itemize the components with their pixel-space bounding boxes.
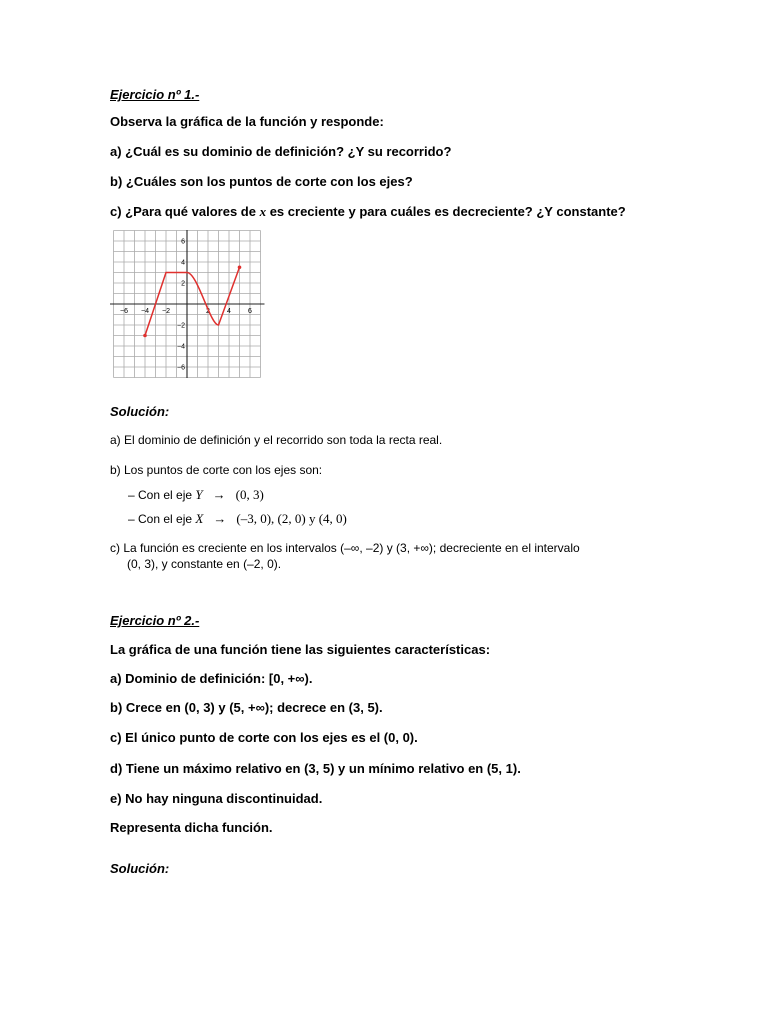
x-axis-letter: X (195, 511, 204, 526)
exercise-2-item-b: b) Crece en (0, 3) y (5, +∞); decrece en (3, 5). (110, 700, 383, 715)
exercise-2-item-c: c) El único punto de corte con los ejes es el (0, 0). (110, 730, 418, 745)
exercise-2-title: Ejercicio nº 2.- (110, 613, 200, 628)
solution-b-y-axis (128, 488, 264, 501)
exercise-1-prompt: Observa la gráfica de la función y responde: (110, 114, 384, 129)
exercise-1-question-c (110, 205, 626, 218)
y-tick-label: −4 (177, 343, 185, 351)
y-tick-label: 4 (181, 259, 185, 267)
y-tick-label: 2 (181, 280, 185, 288)
x-tick-label: 2 (206, 308, 210, 315)
solution-c-line-1: c) La función es creciente en los intervalos (–∞, –2) y (3, +∞); decreciente en el intervalo (110, 541, 580, 555)
solution-b: b) Los puntos de corte con los ejes son: (110, 463, 323, 477)
solution-a: a) El dominio de definición y el recorrido son toda la recta real. (110, 433, 443, 447)
exercise-1-question-b: b) ¿Cuáles son los puntos de corte con los ejes? (110, 174, 413, 189)
x-tick-label: 6 (248, 308, 252, 315)
exercise-2-item-e: e) No hay ninguna discontinuidad. (110, 791, 323, 806)
y-tick-label: −2 (177, 322, 185, 330)
exercise-1-title: Ejercicio nº 1.- (110, 87, 200, 102)
exercise-2-prompt: La gráfica de una función tiene las siguientes características: (110, 642, 491, 657)
arrow-icon: → (213, 511, 227, 526)
question-c-variable: x (259, 204, 267, 219)
arrow-icon: → (212, 487, 226, 502)
question-c-prefix: c) ¿Para qué valores de (110, 204, 260, 219)
graph-curve (143, 265, 241, 337)
graph-axes (110, 230, 265, 378)
exercise-2-item-a: a) Dominio de definición: [0, +∞). (110, 671, 313, 686)
curve-end-point (238, 265, 242, 269)
y-axis-intercept: (0, 3) (235, 487, 264, 502)
function-graph (110, 230, 265, 378)
curve-start-point (143, 334, 147, 338)
solution-b-x-axis (128, 512, 347, 525)
x-tick-label: −2 (162, 308, 170, 315)
exercise-2-solution-title: Solución: (110, 861, 170, 876)
x-axis-intercepts: (–3, 0), (2, 0) y (4, 0) (236, 511, 347, 526)
question-c-suffix: es creciente y para cuáles es decreciente? ¿Y constante? (269, 204, 626, 219)
exercise-1-solution-title: Solución: (110, 404, 170, 419)
x-tick-label: −4 (141, 308, 149, 315)
x-tick-label: 4 (227, 308, 231, 315)
x-tick-label: −6 (120, 308, 128, 315)
solution-c-line-2: (0, 3), y constante en (–2, 0). (127, 557, 282, 571)
exercise-2-item-d: d) Tiene un máximo relativo en (3, 5) y un mínimo relativo en (5, 1). (110, 761, 521, 776)
exercise-1-question-a: a) ¿Cuál es su dominio de definición? ¿Y su recorrido? (110, 144, 452, 159)
x-axis-prefix: – Con el eje (128, 512, 196, 526)
y-axis-letter: Y (195, 487, 203, 502)
y-axis-prefix: – Con el eje (128, 488, 196, 502)
exercise-2-represent: Representa dicha función. (110, 820, 273, 835)
y-tick-label: 6 (181, 238, 185, 246)
y-tick-label: −6 (177, 364, 185, 372)
graph-tick-labels (120, 239, 252, 372)
